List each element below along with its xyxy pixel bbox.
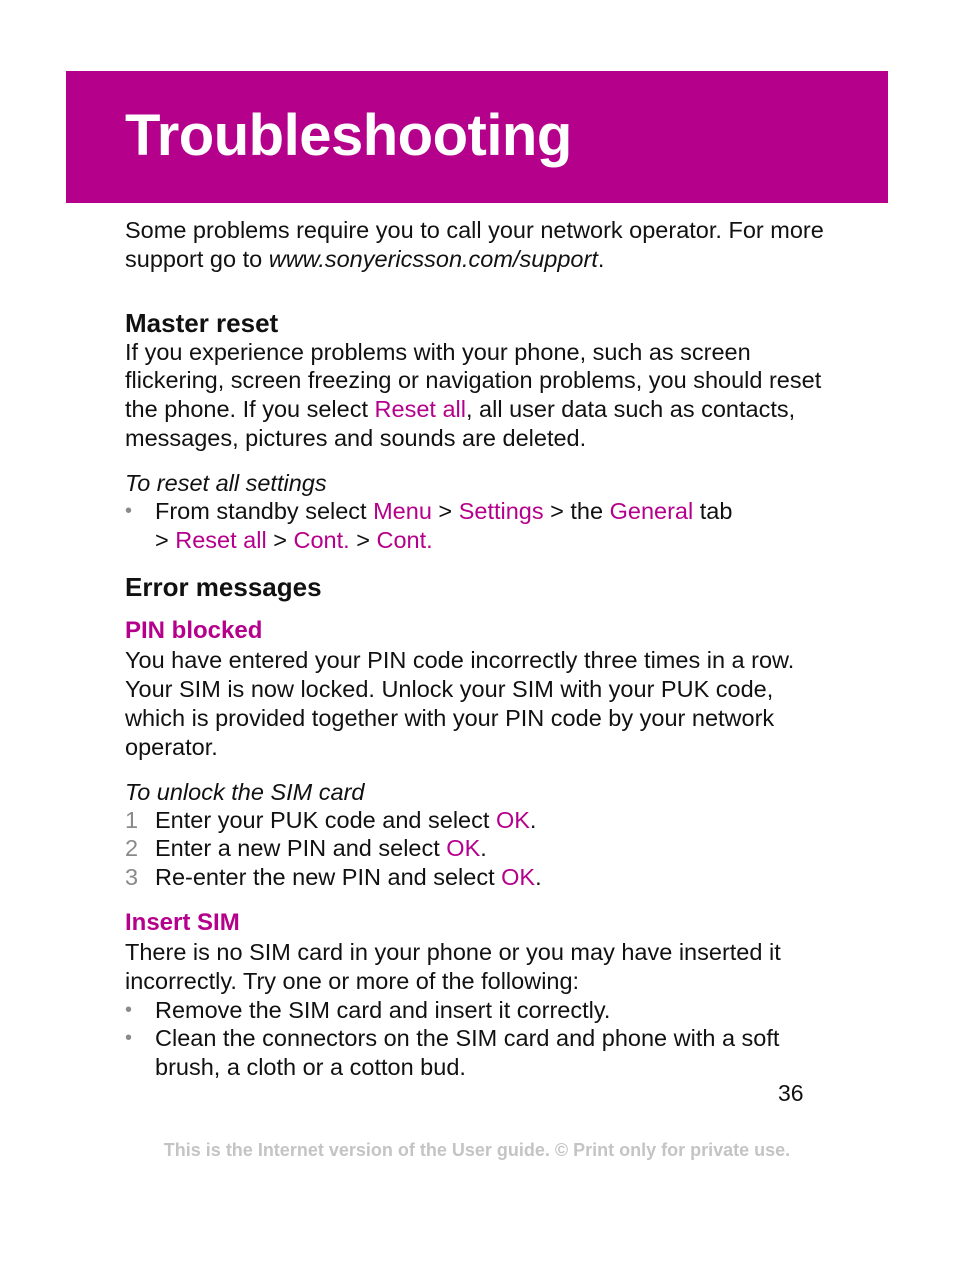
step-number: 3 (125, 864, 139, 891)
intro-text: Some problems require you to call your network operator. For more support go to (125, 217, 824, 272)
step-text: tab (693, 497, 733, 524)
support-url: www.sonyericsson.com/support (268, 245, 598, 272)
intro-paragraph (125, 216, 835, 274)
general-term: General (609, 497, 694, 524)
step-end: . (535, 864, 542, 891)
bullet-icon: • (125, 998, 133, 1021)
master-reset-text-1: If you experience problems with your phone, such as screen flickering, screen freezing or navigation problems, you should reset the phone. If you select (125, 338, 822, 423)
step-end: . (529, 806, 537, 833)
ok-term: OK (501, 864, 536, 891)
reset-all-term: Reset all (374, 396, 466, 423)
separator: > (349, 526, 377, 553)
list-item (125, 996, 835, 1025)
title-banner (66, 71, 888, 203)
step-text: Enter a new PIN and select (155, 835, 447, 862)
ok-term: OK (495, 806, 530, 833)
master-reset-text-2: , all user data such as contacts, messages, pictures and sounds are deleted. (125, 396, 796, 451)
cont-term: Cont. (376, 526, 433, 553)
master-reset-heading: Master reset (125, 307, 279, 338)
pin-blocked-paragraph: You have entered your PIN code incorrectly three times in a row. Your SIM is now locked. Unlock your SIM with your PUK code, which is provided together with your PIN code by your network operator. (125, 647, 795, 760)
step-number: 2 (125, 835, 139, 862)
list-item (125, 834, 835, 863)
task-title-reset: To reset all settings (125, 469, 327, 496)
separator: > (155, 526, 176, 553)
settings-term: Settings (458, 497, 544, 524)
intro-end: . (597, 245, 605, 272)
task-title-unlock: To unlock the SIM card (125, 778, 365, 805)
error-messages-heading: Error messages (125, 572, 322, 603)
step-text: > the (543, 497, 610, 524)
bullet-text: Remove the SIM card and insert it correctly. (155, 996, 611, 1023)
step-number: 1 (125, 806, 139, 833)
insert-sim-list (125, 996, 835, 1082)
insert-sim-heading: Insert SIM (125, 908, 240, 936)
master-reset-paragraph (125, 338, 835, 453)
step-text: Enter your PUK code and select (155, 806, 496, 833)
list-item (125, 806, 835, 835)
page-content (125, 216, 835, 1082)
unlock-steps-list (125, 806, 835, 892)
list-item (125, 497, 835, 555)
pin-blocked-heading: PIN blocked (125, 617, 263, 645)
step-end: . (480, 835, 487, 862)
page-title: Troubleshooting (125, 103, 572, 168)
ok-term: OK (446, 835, 481, 862)
reset-steps-list (125, 497, 835, 555)
separator: > (431, 497, 459, 524)
footer-note: This is the Internet version of the User guide. © Print only for private use. (163, 1140, 791, 1160)
page-number: 36 (778, 1080, 804, 1106)
step-text: From standby select (155, 497, 374, 524)
bullet-icon: • (125, 1027, 133, 1050)
reset-all-term: Reset all (175, 526, 267, 553)
insert-sim-paragraph: There is no SIM card in your phone or you may have inserted it incorrectly. Try one or more of the following: (125, 938, 781, 994)
list-item (125, 1024, 835, 1082)
bullet-icon: • (125, 499, 133, 522)
bullet-text: Clean the connectors on the SIM card and phone with a soft brush, a cloth or a cotton bud. (155, 1025, 780, 1081)
list-item (125, 863, 835, 892)
cont-term: Cont. (293, 526, 350, 553)
menu-term: Menu (373, 497, 432, 524)
step-text: Re-enter the new PIN and select (155, 864, 502, 891)
separator: > (266, 526, 294, 553)
